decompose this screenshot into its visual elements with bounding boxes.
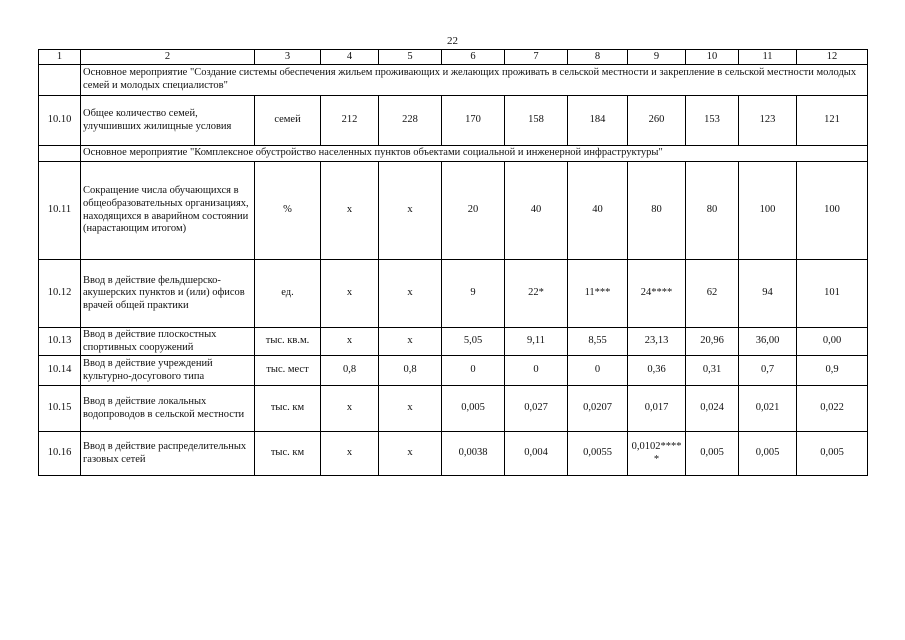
column-header: 1	[39, 50, 81, 65]
section-row	[39, 65, 868, 96]
indicators-table	[38, 49, 868, 476]
row-number: 10.12	[39, 260, 81, 328]
value-cell: 20	[442, 162, 505, 260]
value-cell: 0,021	[739, 386, 797, 432]
column-header: 2	[81, 50, 255, 65]
table-row	[39, 162, 868, 260]
value-cell: 9,11	[505, 328, 568, 356]
value-cell: 101	[797, 260, 868, 328]
value-cell: 0,005	[686, 432, 739, 476]
column-header: 8	[568, 50, 628, 65]
value-cell: 20,96	[686, 328, 739, 356]
section-title: Основное мероприятие "Создание системы обеспечения жильем проживающих и желающих проживать в сельской местности и закрепление в сельской местности молодых семей и молодых специалистов"	[81, 65, 868, 96]
value-cell: 0,004	[505, 432, 568, 476]
value-cell: х	[379, 260, 442, 328]
indicator-name: Общее количество семей, улучшивших жилищные условия	[81, 96, 255, 146]
value-cell: х	[379, 386, 442, 432]
value-cell: 212	[321, 96, 379, 146]
column-header: 9	[628, 50, 686, 65]
value-cell: 0,0102*****	[628, 432, 686, 476]
value-cell: х	[379, 162, 442, 260]
value-cell: 184	[568, 96, 628, 146]
value-cell: 0,8	[321, 356, 379, 386]
value-cell: 62	[686, 260, 739, 328]
column-header: 3	[255, 50, 321, 65]
value-cell: 36,00	[739, 328, 797, 356]
value-cell: 0,027	[505, 386, 568, 432]
value-cell: 24****	[628, 260, 686, 328]
value-cell: 0,022	[797, 386, 868, 432]
page-number: 22	[447, 35, 458, 47]
table-row	[39, 328, 868, 356]
value-cell: 0,31	[686, 356, 739, 386]
value-cell: 100	[739, 162, 797, 260]
value-cell: 80	[686, 162, 739, 260]
value-cell: х	[321, 386, 379, 432]
value-cell: 0,005	[442, 386, 505, 432]
column-header: 5	[379, 50, 442, 65]
column-header: 12	[797, 50, 868, 65]
row-number: 10.14	[39, 356, 81, 386]
value-cell: 0,005	[797, 432, 868, 476]
table-header-row	[39, 50, 868, 65]
column-header: 11	[739, 50, 797, 65]
value-cell: 228	[379, 96, 442, 146]
value-cell: 123	[739, 96, 797, 146]
value-cell: 40	[568, 162, 628, 260]
unit-cell: %	[255, 162, 321, 260]
indicator-name: Ввод в действие распределительных газовых сетей	[81, 432, 255, 476]
indicator-name: Ввод в действие плоскостных спортивных сооружений	[81, 328, 255, 356]
section-row	[39, 146, 868, 162]
value-cell: х	[379, 432, 442, 476]
row-number: 10.16	[39, 432, 81, 476]
value-cell: 11***	[568, 260, 628, 328]
value-cell: 0,7	[739, 356, 797, 386]
value-cell: 0,8	[379, 356, 442, 386]
value-cell: 0,0038	[442, 432, 505, 476]
value-cell: 0,024	[686, 386, 739, 432]
value-cell: 0	[568, 356, 628, 386]
value-cell: 94	[739, 260, 797, 328]
value-cell: 23,13	[628, 328, 686, 356]
row-number: 10.15	[39, 386, 81, 432]
table-row	[39, 96, 868, 146]
value-cell: 80	[628, 162, 686, 260]
value-cell: 0,0055	[568, 432, 628, 476]
value-cell: х	[321, 162, 379, 260]
column-header: 7	[505, 50, 568, 65]
indicator-name: Ввод в действие учреждений культурно-досугового типа	[81, 356, 255, 386]
value-cell: 0,017	[628, 386, 686, 432]
indicator-name: Ввод в действие локальных водопроводов в сельской местности	[81, 386, 255, 432]
column-header: 10	[686, 50, 739, 65]
section-title: Основное мероприятие "Комплексное обустройство населенных пунктов объектами социальной и инженерной инфраструктуры"	[81, 146, 868, 162]
table-row	[39, 386, 868, 432]
table-row	[39, 260, 868, 328]
value-cell: 100	[797, 162, 868, 260]
value-cell: 158	[505, 96, 568, 146]
row-number: 10.10	[39, 96, 81, 146]
row-number: 10.13	[39, 328, 81, 356]
value-cell: 0	[442, 356, 505, 386]
column-header: 6	[442, 50, 505, 65]
value-cell: х	[321, 432, 379, 476]
unit-cell: тыс. км	[255, 386, 321, 432]
section-spacer	[39, 65, 81, 96]
indicator-name: Ввод в действие фельдшерско-акушерских пунктов и (или) офисов врачей общей практики	[81, 260, 255, 328]
unit-cell: тыс. кв.м.	[255, 328, 321, 356]
value-cell: 5,05	[442, 328, 505, 356]
unit-cell: тыс. мест	[255, 356, 321, 386]
column-header: 4	[321, 50, 379, 65]
value-cell: 40	[505, 162, 568, 260]
value-cell: 0	[505, 356, 568, 386]
value-cell: 0,36	[628, 356, 686, 386]
unit-cell: тыс. км	[255, 432, 321, 476]
value-cell: 0,00	[797, 328, 868, 356]
value-cell: 9	[442, 260, 505, 328]
value-cell: 153	[686, 96, 739, 146]
value-cell: х	[321, 328, 379, 356]
table-row	[39, 356, 868, 386]
value-cell: 170	[442, 96, 505, 146]
value-cell: 260	[628, 96, 686, 146]
indicator-name: Сокращение числа обучающихся в общеобразовательных организациях, находящихся в аварийном состоянии (нарастающим итогом)	[81, 162, 255, 260]
value-cell: 0,005	[739, 432, 797, 476]
row-number: 10.11	[39, 162, 81, 260]
value-cell: 0,0207	[568, 386, 628, 432]
unit-cell: ед.	[255, 260, 321, 328]
value-cell: х	[321, 260, 379, 328]
section-spacer	[39, 146, 81, 162]
value-cell: 8,55	[568, 328, 628, 356]
value-cell: х	[379, 328, 442, 356]
value-cell: 22*	[505, 260, 568, 328]
value-cell: 0,9	[797, 356, 868, 386]
unit-cell: семей	[255, 96, 321, 146]
table-row	[39, 432, 868, 476]
value-cell: 121	[797, 96, 868, 146]
